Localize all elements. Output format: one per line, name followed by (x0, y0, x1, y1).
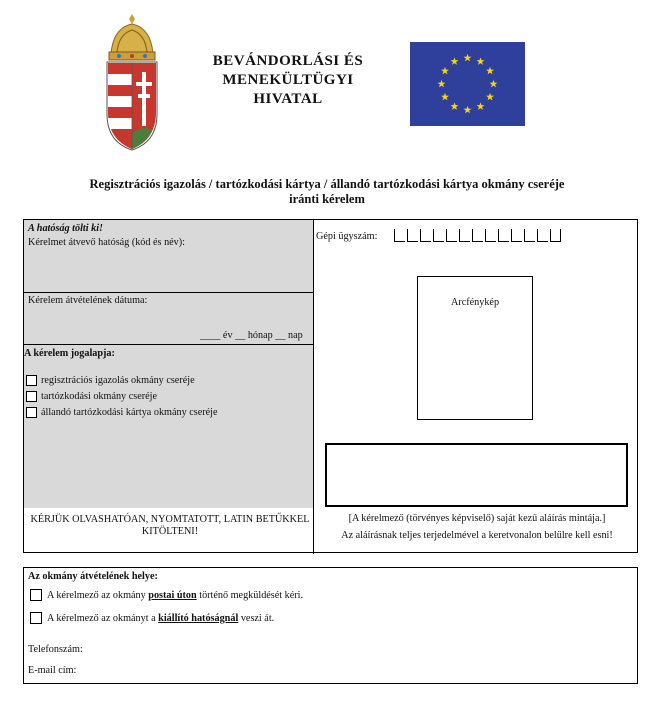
date-field[interactable]: ____ év __ hónap __ nap (200, 330, 303, 341)
agency-name (204, 52, 372, 109)
receiving-authority-field[interactable]: Kérelmet átvevő hatóság (kód és név): (28, 237, 186, 248)
authority-note: A hatóság tölti ki! (28, 223, 104, 234)
legal-option-registration[interactable] (26, 375, 195, 386)
checkbox[interactable] (30, 612, 42, 624)
digit-box[interactable] (446, 229, 457, 242)
signature-caption: [A kérelmező (törvényes képviselő) saját kezű aláírás mintája.] (348, 513, 606, 524)
digit-box[interactable] (407, 229, 418, 242)
option-label: regisztrációs igazolás okmány cseréje (41, 375, 195, 386)
option-text (47, 613, 274, 624)
authority-section (24, 220, 314, 508)
delivery-option-authority[interactable] (30, 612, 274, 624)
legal-option-residence[interactable] (26, 391, 157, 402)
hungarian-coat-of-arms-icon (103, 14, 161, 152)
digit-box[interactable] (394, 229, 405, 242)
delivery-title: Az okmány átvételének helye: (28, 571, 158, 582)
readable-notice: KÉRJÜK OLVASHATÓAN, NYOMTATOTT, LATIN BETŰKKEL KITÖLTENI! (30, 514, 310, 537)
agency-name-line: MENEKÜLTÜGYI (222, 72, 354, 88)
option-text-bold: postai úton (148, 589, 197, 601)
digit-box[interactable] (550, 229, 561, 242)
phone-field[interactable]: Telefonszám: (28, 644, 83, 655)
digit-box[interactable] (459, 229, 470, 242)
option-label: tartózkodási okmány cseréje (41, 391, 157, 402)
option-text (47, 590, 303, 601)
email-field[interactable]: E-mail cím: (28, 665, 77, 676)
photo-box[interactable] (417, 276, 533, 420)
form-title-line: iránti kérelem (289, 192, 365, 206)
digit-box[interactable] (524, 229, 535, 242)
checkbox[interactable] (26, 407, 37, 418)
digit-box[interactable] (485, 229, 496, 242)
digit-box[interactable] (472, 229, 483, 242)
agency-name-line: BEVÁNDORLÁSI ÉS (212, 53, 364, 69)
checkbox[interactable] (26, 375, 37, 386)
legal-option-permanent[interactable] (26, 407, 218, 418)
option-text-bold: kiállító hatóságnál (158, 612, 239, 624)
digit-box[interactable] (511, 229, 522, 242)
legal-basis-title: A kérelem jogalapja: (24, 348, 115, 359)
delivery-section (23, 567, 638, 684)
photo-label: Arcfénykép (450, 297, 500, 308)
date-field-label: Kérelem átvételének dátuma: (28, 295, 148, 306)
delivery-option-postal[interactable] (30, 589, 303, 601)
eu-flag-icon (410, 42, 525, 126)
divider (24, 344, 314, 345)
option-text-after: történő megküldését kéri. (199, 589, 304, 601)
option-label: állandó tartózkodási kártya okmány cseréje (41, 407, 218, 418)
checkbox[interactable] (26, 391, 37, 402)
signature-box[interactable] (325, 443, 628, 507)
machine-number-label: Gépi ügyszám: (316, 231, 378, 242)
digit-box[interactable] (537, 229, 548, 242)
checkbox[interactable] (30, 589, 42, 601)
option-text-before: A kérelmező az okmány (47, 589, 146, 601)
digit-box[interactable] (420, 229, 431, 242)
form-title-line: Regisztrációs igazolás / tartózkodási kártya / állandó tartózkodási kártya okmány cseréje (89, 177, 565, 191)
option-text-before: A kérelmező az okmányt a (47, 612, 156, 624)
option-text-after: veszi át. (240, 612, 275, 624)
digit-box[interactable] (498, 229, 509, 242)
divider (24, 292, 314, 293)
agency-name-line: HIVATAL (253, 91, 323, 107)
signature-note: Az aláírásnak teljes terjedelmével a keretvonalon belülre kell esni! (341, 530, 613, 541)
application-form-box (23, 219, 638, 553)
machine-number-field[interactable] (394, 229, 563, 242)
digit-box[interactable] (433, 229, 444, 242)
form-title (30, 177, 624, 207)
